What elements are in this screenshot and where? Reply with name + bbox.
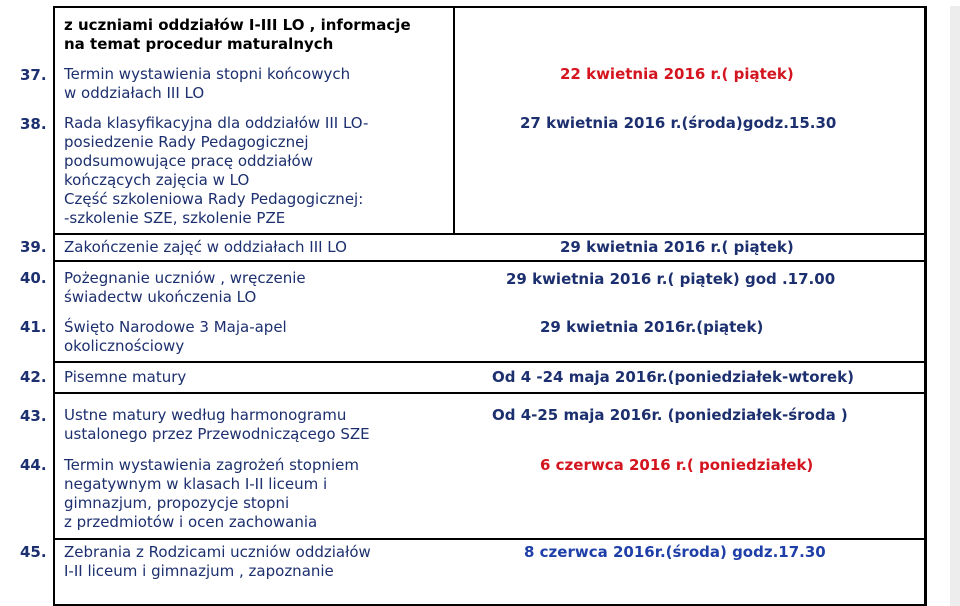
row-date: 29 kwietnia 2016 r.( piątek): [560, 238, 794, 256]
row-number: 45.: [20, 543, 47, 561]
row-text-line: Święto Narodowe 3 Maja-apel: [64, 318, 287, 336]
row-number: 44.: [20, 456, 47, 474]
row-divider: [53, 233, 927, 235]
row-text-line: Rada klasyfikacyjna dla oddziałów III LO-: [64, 114, 369, 132]
row-text-line: z przedmiotów i ocen zachowania: [64, 513, 318, 531]
row-date: 22 kwietnia 2016 r.( piątek): [560, 65, 794, 83]
row-text-line: posiedzenie Rady Pedagogicznej: [64, 133, 309, 151]
row-text-line: Zebrania z Rodzicami uczniów oddziałów: [64, 543, 371, 561]
right-gutter: [950, 6, 960, 606]
row-text-line: gimnazjum, propozycje stopni: [64, 494, 290, 512]
row-text-line: Pożegnanie uczniów , wręczenie: [64, 269, 306, 287]
row-divider: [53, 392, 927, 394]
row-number: 40.: [20, 269, 47, 287]
row-divider: [53, 361, 927, 363]
row-text-line: -szkolenie SZE, szkolenie PZE: [64, 209, 286, 227]
intro-line: na temat procedur maturalnych: [64, 35, 334, 53]
row-date: 27 kwietnia 2016 r.(środa)godz.15.30: [520, 114, 837, 132]
row-text-line: ustalonego przez Przewodniczącego SZE: [64, 425, 370, 443]
row-date: 6 czerwca 2016 r.( poniedziałek): [540, 456, 814, 474]
row-number: 42.: [20, 368, 47, 386]
row-text-line: Pisemne matury: [64, 368, 187, 386]
row-number: 39.: [20, 238, 47, 256]
row-date: Od 4 -24 maja 2016r.(poniedziałek-wtorek): [492, 368, 854, 386]
intro-line: z uczniami oddziałów I-III LO , informacje: [64, 16, 411, 34]
row-number: 38.: [20, 115, 47, 133]
row-text-line: Termin wystawienia stopni końcowych: [64, 65, 351, 83]
row-text-line: negatywnym w klasach I-II liceum i: [64, 475, 328, 493]
row-number: 43.: [20, 407, 47, 425]
row-divider: [53, 260, 927, 262]
row-number: 37.: [20, 66, 47, 84]
row-date: 29 kwietnia 2016 r.( piątek) god .17.00: [506, 270, 836, 288]
row-text-line: kończących zajęcia w LO: [64, 171, 250, 189]
row-text-line: świadectw ukończenia LO: [64, 288, 257, 306]
row-divider: [53, 538, 927, 540]
row-text-line: Ustne matury według harmonogramu: [64, 406, 347, 424]
row-text-line: Zakończenie zajęć w oddziałach III LO: [64, 238, 347, 256]
row-number: 41.: [20, 318, 47, 336]
row-text-line: I-II liceum i gimnazjum , zapoznanie: [64, 562, 334, 580]
row-text-line: Termin wystawienia zagrożeń stopniem: [64, 456, 360, 474]
row-text-line: Część szkoleniowa Rady Pedagogicznej:: [64, 190, 364, 208]
column-separator: [453, 6, 455, 233]
row-text-line: w oddziałach III LO: [64, 84, 205, 102]
row-text-line: podsumowujące pracę oddziałów: [64, 152, 313, 170]
row-date: 8 czerwca 2016r.(środa) godz.17.30: [524, 543, 826, 561]
row-date: 29 kwietnia 2016r.(piątek): [540, 318, 764, 336]
row-date: Od 4-25 maja 2016r. (poniedziałek-środa ): [492, 406, 848, 424]
row-text-line: okolicznościowy: [64, 337, 185, 355]
